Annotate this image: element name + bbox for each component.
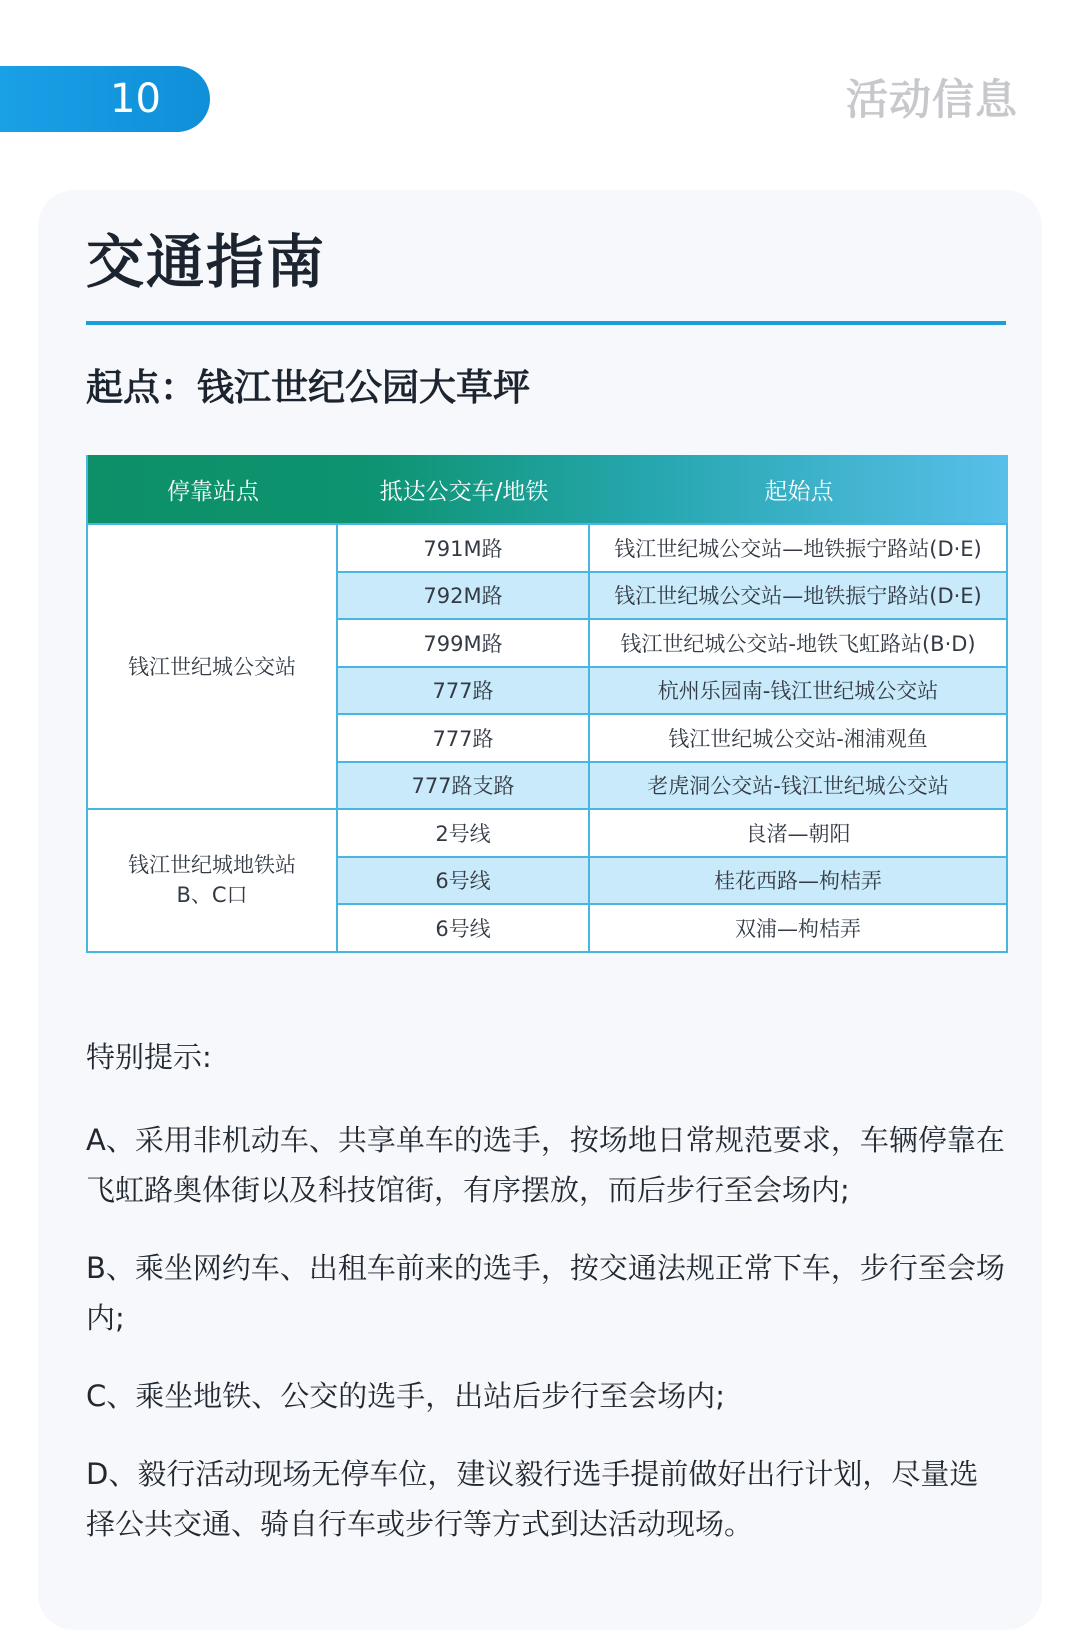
endpoints-cell: 钱江世纪城公交站—地铁振宁路站(D·E) — [590, 523, 1008, 571]
stop-cell-bus — [88, 523, 338, 808]
column-header-route: 抵达公交车/地铁 — [379, 478, 549, 505]
route-cell: 791M路 — [338, 523, 590, 571]
page-number-badge — [0, 66, 210, 132]
note-item: A、采用非机动车、共享单车的选手，按场地日常规范要求，车辆停靠在飞虹路奥体街以及科技馆街，有序摆放，而后步行至会场内; — [86, 1123, 1005, 1207]
note-item: D、毅行活动现场无停车位，建议毅行选手提前做好出行计划，尽量选择公共交通、骑自行车或步行等方式到达活动现场。 — [86, 1457, 979, 1541]
column-header-endpoints: 起始点 — [764, 478, 834, 505]
note-item: C、乘坐地铁、公交的选手，出站后步行至会场内; — [86, 1379, 726, 1413]
page-title: 交通指南 — [86, 228, 327, 296]
route-cell: 799M路 — [338, 618, 590, 666]
endpoints-cell: 双浦—枸桔弄 — [590, 903, 1008, 951]
origin-subtitle: 起点：钱江世纪公园大草坪 — [86, 366, 530, 409]
endpoints-cell: 杭州乐园南-钱江世纪城公交站 — [590, 666, 1008, 714]
route-cell: 792M路 — [338, 571, 590, 619]
section-label: 活动信息 — [845, 75, 1018, 124]
stop-name: 钱江世纪城公交站 — [128, 654, 296, 679]
transit-table — [86, 455, 1008, 953]
stop-exit: B、C口 — [176, 883, 248, 908]
endpoints-cell: 钱江世纪城公交站—地铁振宁路站(D·E) — [590, 571, 1008, 619]
notes-heading: 特别提示: — [86, 1040, 212, 1074]
route-cell: 2号线 — [338, 808, 590, 856]
endpoints-cell: 钱江世纪城公交站-湘浦观鱼 — [590, 713, 1008, 761]
endpoints-cell: 桂花西路—枸桔弄 — [590, 856, 1008, 904]
route-cell: 6号线 — [338, 903, 590, 951]
page-number: 10 — [110, 76, 161, 122]
route-cell: 777路 — [338, 666, 590, 714]
endpoints-cell: 老虎洞公交站-钱江世纪城公交站 — [590, 761, 1008, 809]
route-cell: 777路支路 — [338, 761, 590, 809]
route-cell: 777路 — [338, 713, 590, 761]
stop-cell-metro — [88, 808, 338, 951]
endpoints-cell: 钱江世纪城公交站-地铁飞虹路站(B·D) — [590, 618, 1008, 666]
column-header-stop: 停靠站点 — [167, 478, 259, 505]
stop-name: 钱江世纪城地铁站 — [128, 853, 296, 878]
special-notes — [86, 1032, 1006, 1577]
title-divider — [86, 321, 1006, 325]
note-item: B、乘坐网约车、出租车前来的选手，按交通法规正常下车，步行至会场内; — [86, 1251, 1005, 1335]
endpoints-cell: 良渚—朝阳 — [590, 808, 1008, 856]
route-cell: 6号线 — [338, 856, 590, 904]
